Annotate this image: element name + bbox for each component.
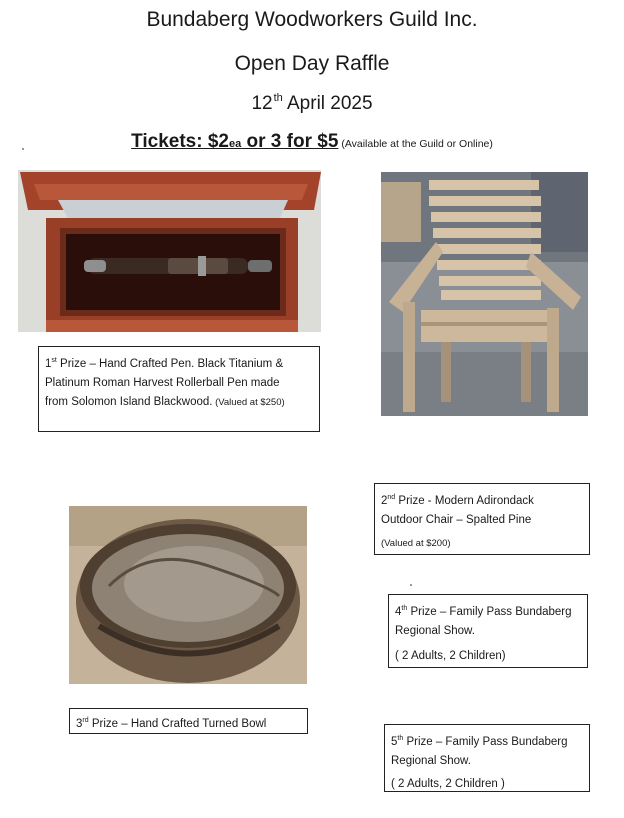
- first-prize-line3: [45, 393, 313, 412]
- ticket-price-ea: ea: [229, 138, 242, 150]
- first-prize-rank-suffix: st: [51, 357, 57, 364]
- bowl-illustration: [69, 506, 307, 684]
- fourth-prize-box: [388, 594, 588, 668]
- third-prize-rank-suffix: rd: [82, 717, 89, 724]
- fifth-prize-line1: [391, 729, 583, 752]
- date-suffix: th: [273, 92, 283, 104]
- ticket-price-bundle: or 3 for $5: [241, 131, 339, 152]
- fourth-prize-rank: 4: [395, 606, 402, 618]
- second-prize-rank: 2: [381, 495, 388, 507]
- first-prize-box: [38, 346, 320, 432]
- second-prize-line1: [381, 488, 583, 511]
- first-prize-line2: Platinum Roman Harvest Rollerball Pen made: [45, 377, 280, 389]
- first-prize-title: Prize – Hand Crafted Pen. Black Titanium &: [56, 358, 284, 370]
- page-subtitle: Open Day Raffle: [234, 52, 390, 75]
- second-prize-title: Prize - Modern Adirondack: [395, 495, 534, 507]
- fifth-prize-rank: 5: [391, 736, 398, 748]
- date-rest: April 2025: [282, 93, 373, 114]
- fifth-prize-line2: Regional Show.: [391, 755, 471, 767]
- second-prize-value: (Valued at $200): [381, 538, 451, 549]
- third-prize-rank: 3: [76, 718, 83, 730]
- third-prize-title: Prize – Hand Crafted Turned Bowl: [88, 718, 267, 730]
- page-title: Bundaberg Woodworkers Guild Inc.: [146, 8, 478, 31]
- third-prize-line1: [76, 713, 301, 732]
- turned-bowl-photo: [69, 506, 307, 684]
- fourth-prize-line1: [395, 599, 581, 622]
- second-prize-box: [374, 483, 590, 555]
- event-date: [0, 92, 624, 115]
- pen-box-photo: [18, 170, 321, 332]
- first-prize-line1: [45, 351, 313, 374]
- first-prize-material: from Solomon Island Blackwood.: [45, 396, 213, 408]
- fifth-prize-rank-suffix: th: [397, 735, 404, 742]
- fifth-prize-line3: ( 2 Adults, 2 Children ): [391, 778, 505, 790]
- ticket-price-prefix: Tickets: $2: [131, 131, 229, 152]
- second-prize-line2: Outdoor Chair – Spalted Pine: [381, 514, 532, 526]
- fourth-prize-line3: ( 2 Adults, 2 Children): [395, 650, 506, 662]
- scan-speck: [22, 148, 24, 150]
- second-prize-rank-suffix: nd: [387, 494, 396, 501]
- fifth-prize-box: [384, 724, 590, 792]
- date-day: 12: [251, 93, 273, 114]
- first-prize-value: (Valued at $250): [212, 397, 285, 408]
- third-prize-box: [69, 708, 308, 734]
- ticket-price-main: [131, 131, 338, 152]
- ticket-availability: (Available at the Guild or Online): [338, 138, 493, 150]
- fourth-prize-rank-suffix: th: [401, 605, 408, 612]
- adirondack-chair-photo: [381, 172, 588, 416]
- fifth-prize-title: Prize – Family Pass Bundaberg: [403, 736, 568, 748]
- chair-illustration: [381, 172, 588, 416]
- first-prize-rank: 1: [45, 358, 52, 370]
- pen-box-illustration: [18, 170, 321, 332]
- ticket-price: [0, 131, 624, 153]
- scan-speck: [410, 584, 412, 586]
- fourth-prize-title: Prize – Family Pass Bundaberg: [407, 606, 572, 618]
- fourth-prize-line2: Regional Show.: [395, 625, 475, 637]
